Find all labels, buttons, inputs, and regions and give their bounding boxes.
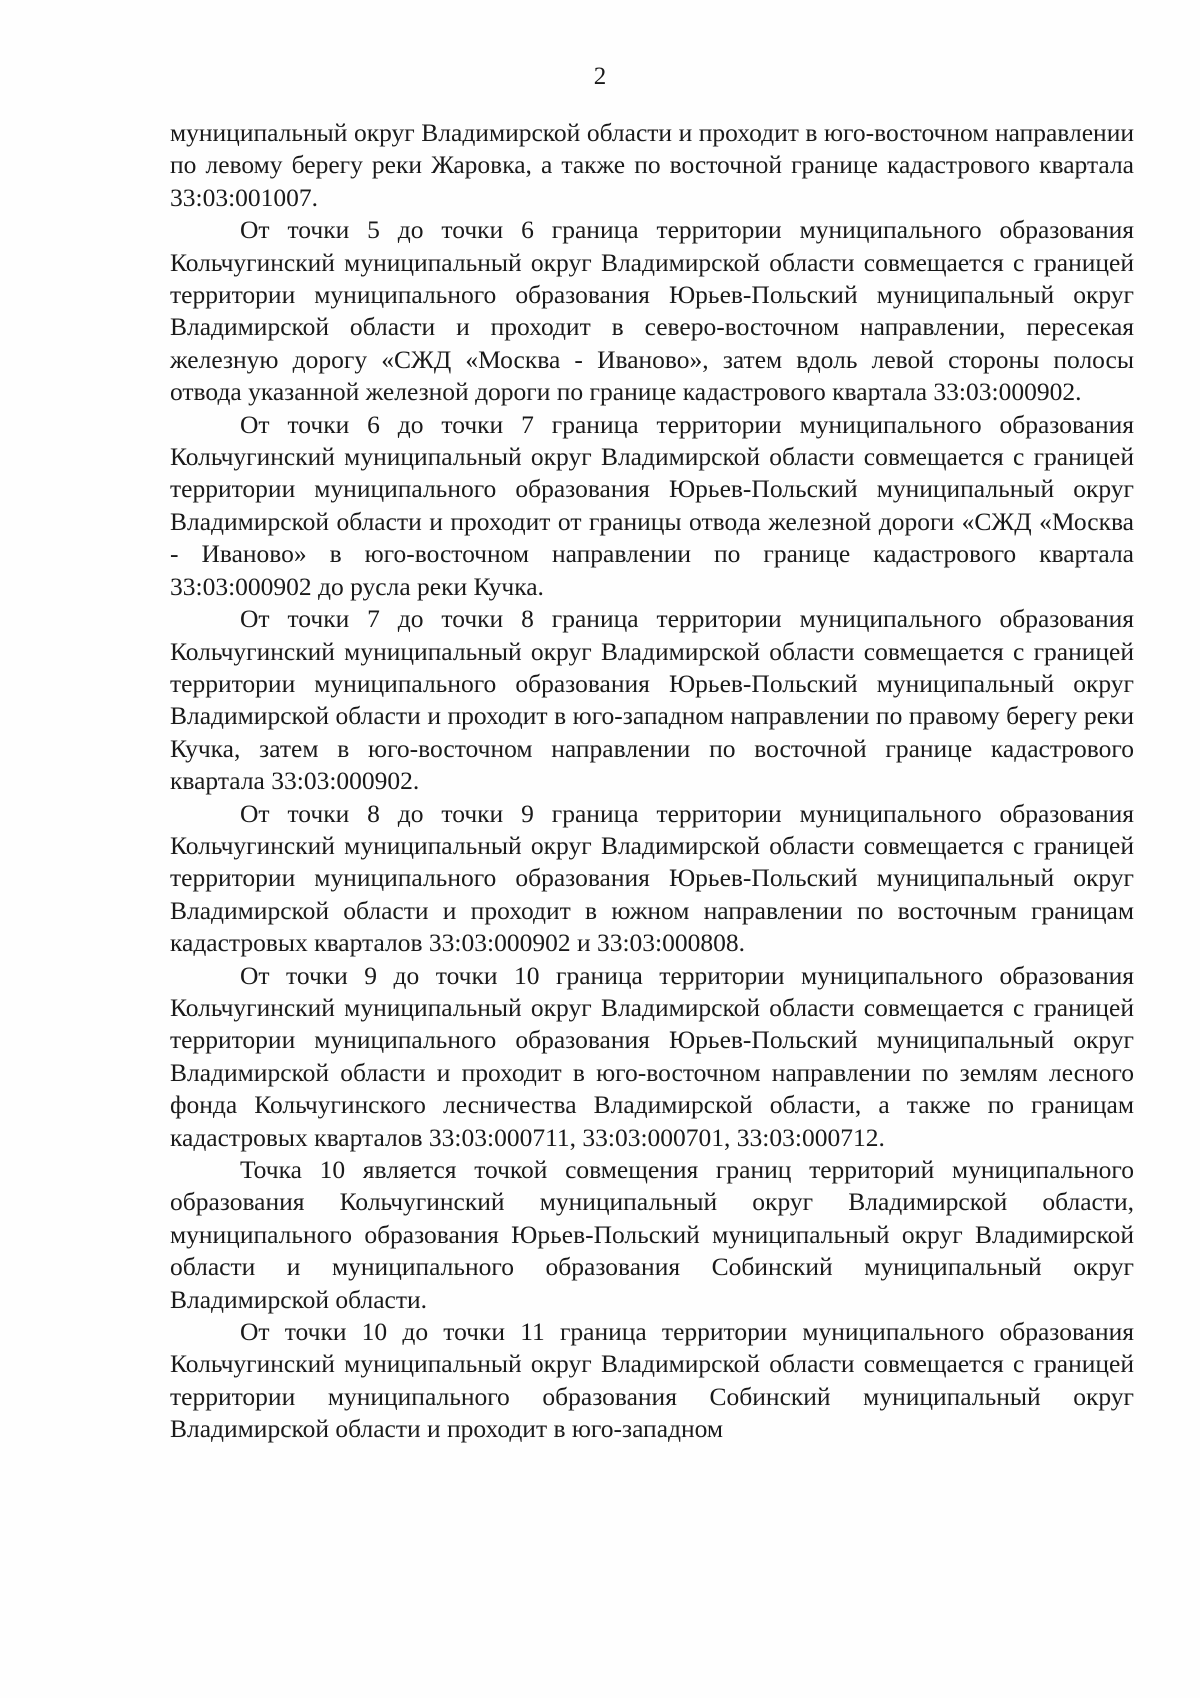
paragraph-point-6-7: От точки 6 до точки 7 граница территории муниципального образования Кольчугинский муниципальный округ Владимирской области совмещается с границей территории муниципального образования Юрьев-Польский муниципальный округ Владимирской области и проходит от границы отвода железной дороги «СЖД «Москва - Иваново» в юго-восточном направлении по границе кадастрового квартала 33:03:000902 до русла реки Кучка. <box>170 409 1134 601</box>
paragraph-continuation: муниципальный округ Владимирской области и проходит в юго-восточном направлении по левому берегу реки Жаровка, а также по восточной границе кадастрового квартала 33:03:001007. <box>170 118 1134 212</box>
page-number: 2 <box>593 63 607 90</box>
document-body <box>170 117 1134 1446</box>
paragraph-point-10: Точка 10 является точкой совмещения границ территорий муниципального образования Кольчугинский муниципальный округ Владимирской области, муниципального образования Юрьев-Польский муниципальный округ Владимирской области и муниципального образования Собинский муниципальный округ Владимирской области. <box>170 1155 1134 1314</box>
paragraph-point-10-11: От точки 10 до точки 11 граница территории муниципального образования Кольчугинский муниципальный округ Владимирской области совмещается с границей территории муниципального образования Собинский муниципальный округ Владимирской области и проходит в юго-западном <box>170 1317 1134 1444</box>
paragraph-point-7-8: От точки 7 до точки 8 граница территории муниципального образования Кольчугинский муниципальный округ Владимирской области совмещается с границей территории муниципального образования Юрьев-Польский муниципальный округ Владимирской области и проходит в юго-западном направлении по правому берегу реки Кучка, затем в юго-восточном направлении по восточной границе кадастрового квартала 33:03:000902. <box>170 604 1134 796</box>
paragraph-point-5-6: От точки 5 до точки 6 граница территории муниципального образования Кольчугинский муниципальный округ Владимирской области совмещается с границей территории муниципального образования Юрьев-Польский муниципальный округ Владимирской области и проходит в северо-восточном направлении, пересекая железную дорогу «СЖД «Москва - Иваново», затем вдоль левой стороны полосы отвода указанной железной дороги по границе кадастрового квартала 33:03:000902. <box>170 215 1134 407</box>
paragraph-point-9-10: От точки 9 до точки 10 граница территории муниципального образования Кольчугинский муниципальный округ Владимирской области совмещается с границей территории муниципального образования Юрьев-Польский муниципальный округ Владимирской области и проходит в юго-восточном направлении по землям лесного фонда Кольчугинского лесничества Владимирской области, а также по границам кадастровых кварталов 33:03:000711, 33:03:000701, 33:03:000712. <box>170 960 1134 1152</box>
paragraph-point-8-9: От точки 8 до точки 9 граница территории муниципального образования Кольчугинский муниципальный округ Владимирской области совмещается с границей территории муниципального образования Юрьев-Польский муниципальный округ Владимирской области и проходит в южном направлении по восточным границам кадастровых кварталов 33:03:000902 и 33:03:000808. <box>170 798 1134 958</box>
